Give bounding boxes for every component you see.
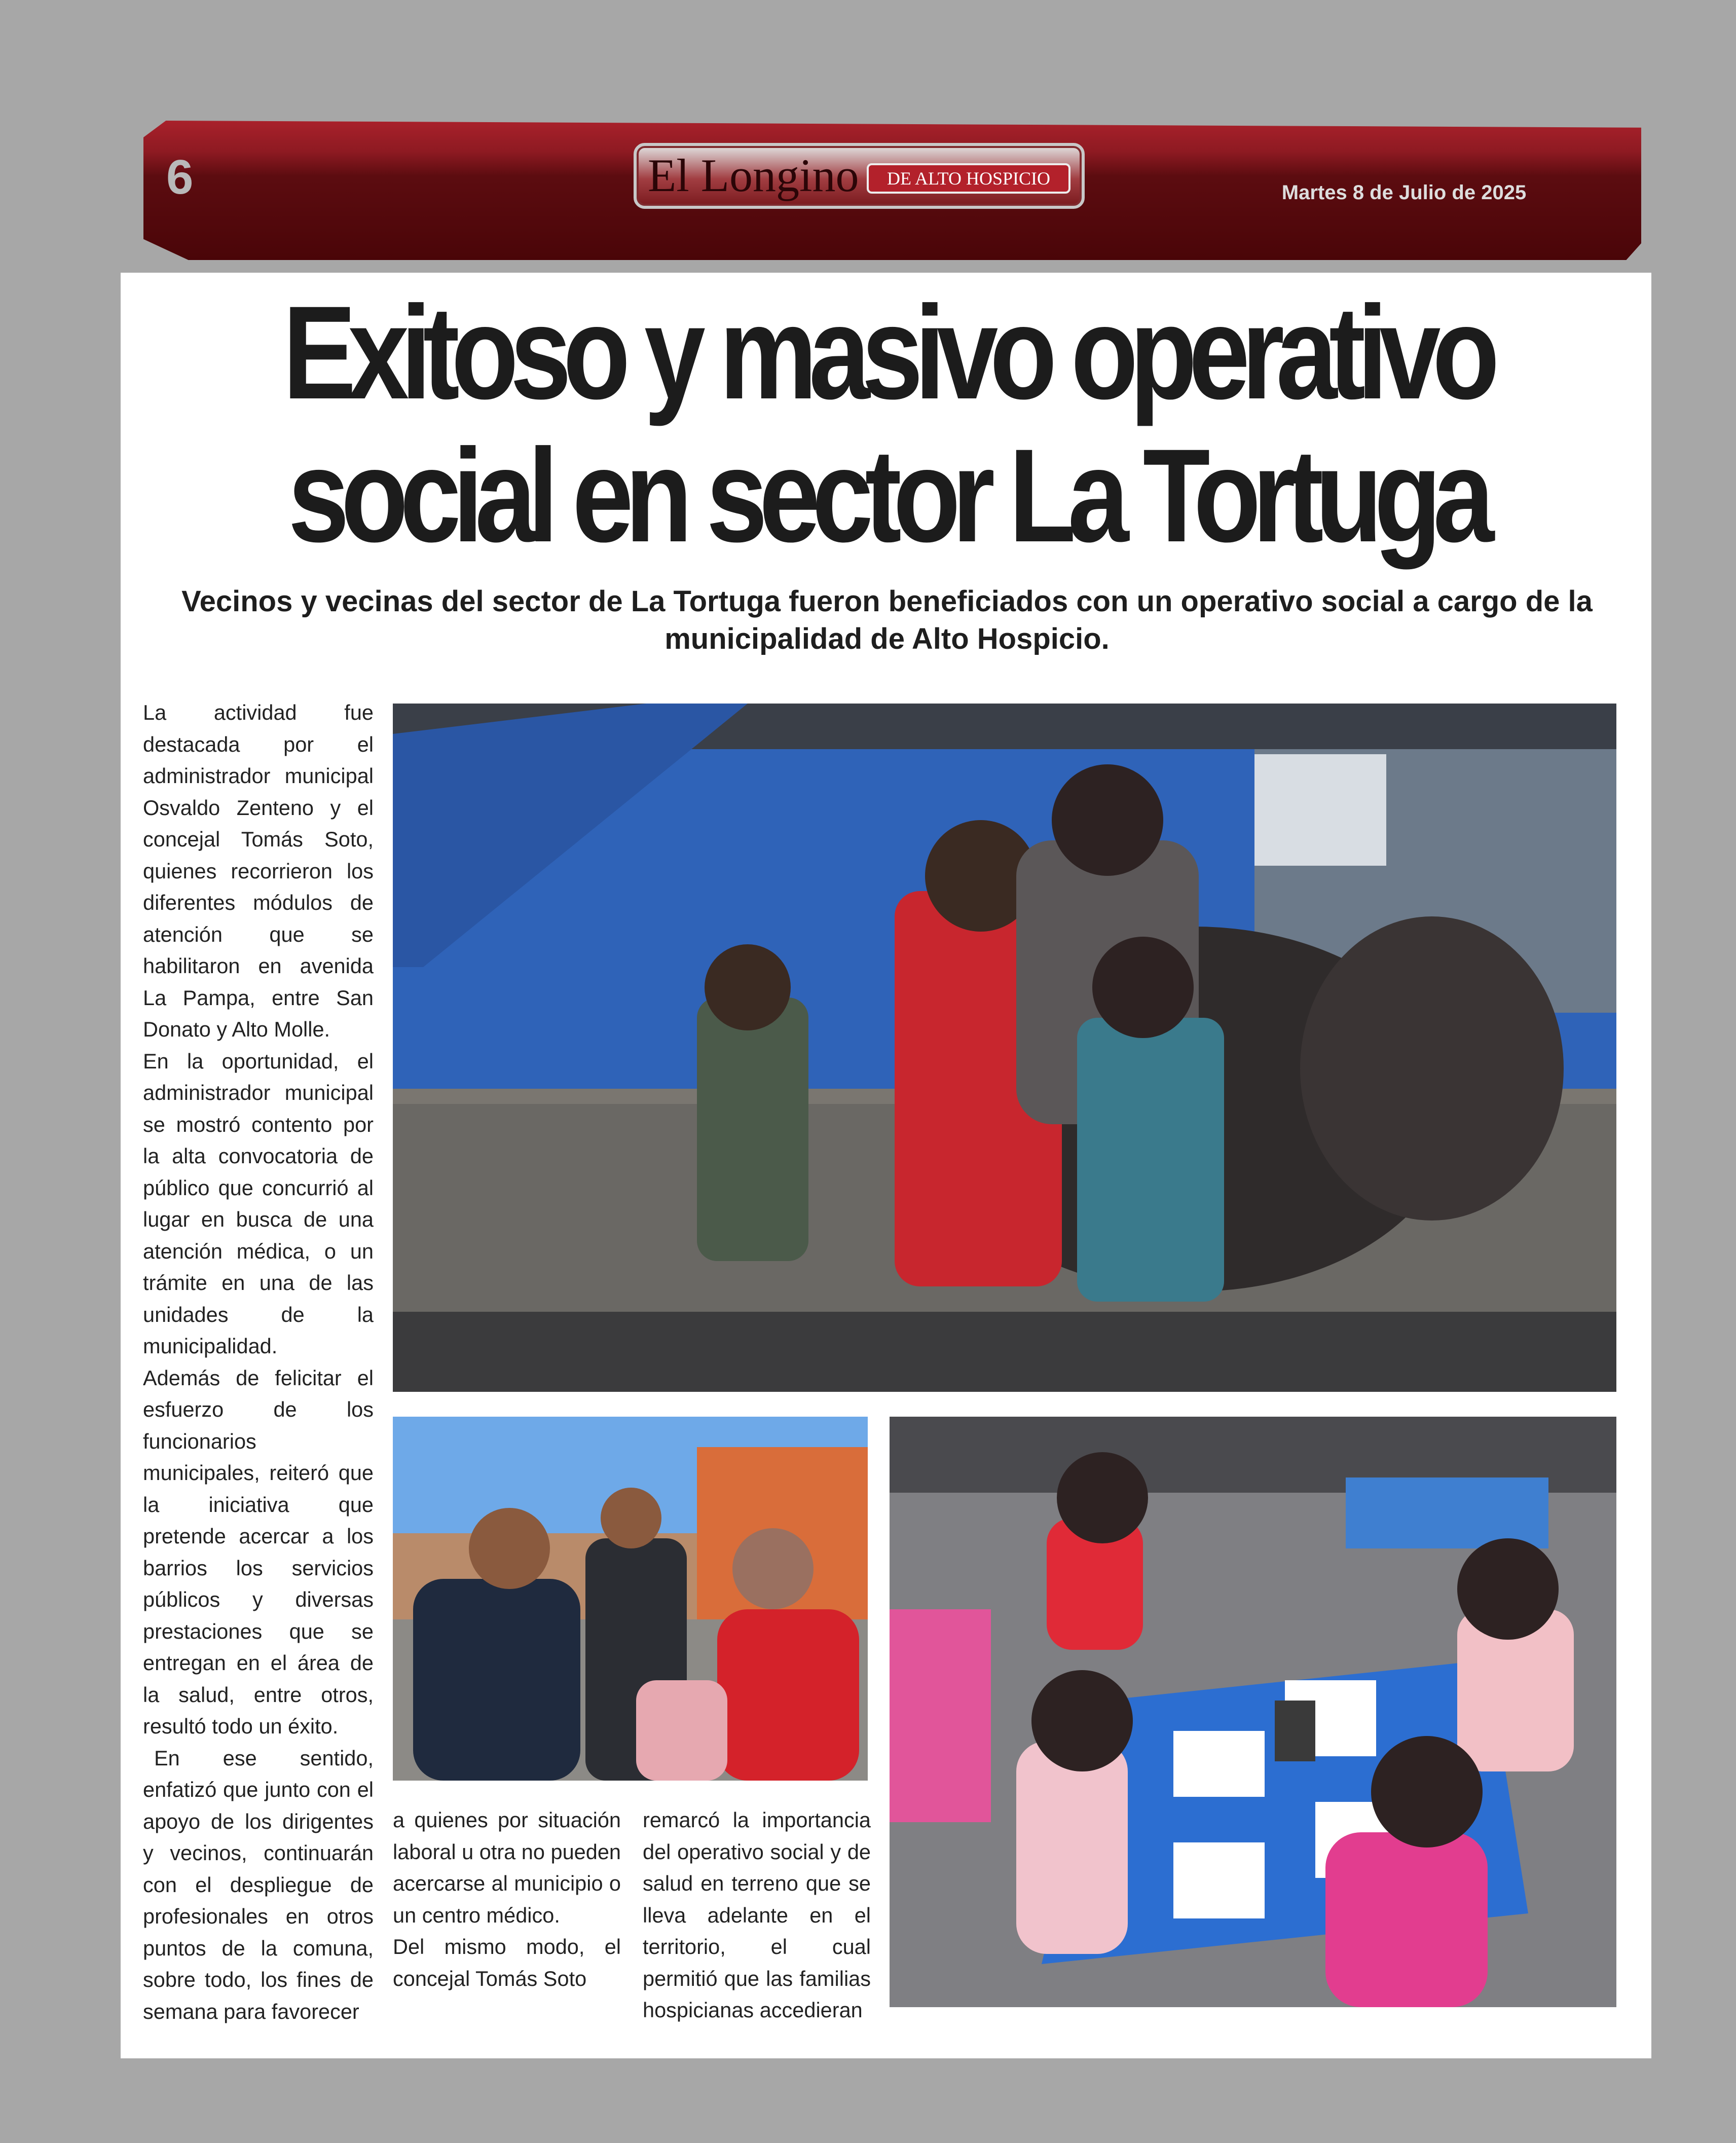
page-number: 6 xyxy=(166,150,194,204)
paragraph: Del mismo modo, el concejal Tomás Soto xyxy=(393,1935,621,1990)
newspaper-name: El Longino xyxy=(648,150,859,201)
paragraph: En ese sentido, enfatizó que junto con el apoyo de los dirigentes y vecinos, continuarán con el despliegue de profesionales en otros puntos de la comuna, sobre todo, los fines de semana para favorecer xyxy=(143,1746,374,2023)
paragraph: Además de felicitar el esfuerzo de los funcionarios municipales, reiteró que la iniciativa que pretende acercar a los barrios los servicios públicos y diversas prestaciones que se entregan en el área de la salud, entre otros, resultó todo un éxito. xyxy=(143,1365,374,1738)
article-headline: Exitoso y masivo operativo social en sector La Tortuga xyxy=(282,278,1492,570)
article-column-1 xyxy=(143,697,374,2023)
paragraph: a quienes por situación laboral u otra no pueden acercarse al municipio o un centro médico. xyxy=(393,1808,621,1927)
article-column-2 xyxy=(393,1804,621,2007)
article-column-3 xyxy=(643,1804,871,2022)
photo-children-coloring xyxy=(890,1417,1616,2007)
paragraph: La actividad fue destacada por el administrador municipal Osvaldo Zenteno y el concejal Tomás Soto, quienes recorrieron los diferentes módulos de atención que se habilitaron en avenida La Pampa, entre San Donato y Alto Molle. xyxy=(143,700,374,1041)
paragraph: En la oportunidad, el administrador municipal se mostró contento por la alta convocatoria de público que concurrió al lugar en busca de una atención médica, o un trámite en una de las unidades de la municipalidad. xyxy=(143,1049,374,1358)
photo-family-at-tent xyxy=(393,704,1616,1392)
issue-date: Martes 8 de Julio de 2025 xyxy=(1281,181,1527,204)
photo-officials-with-residents xyxy=(393,1417,868,1781)
article-standfirst: Vecinos y vecinas del sector de La Tortuga fueron beneficiados con un operativo social a cargo de la municipalidad de Alto Hospicio. xyxy=(181,585,1593,655)
paragraph: remarcó la importancia del operativo social y de salud en terreno que se lleva adelante en el territorio, el cual permitió que las familias hospicianas accedieran xyxy=(643,1808,871,2022)
newspaper-subtitle: DE ALTO HOSPICIO xyxy=(867,163,1070,194)
